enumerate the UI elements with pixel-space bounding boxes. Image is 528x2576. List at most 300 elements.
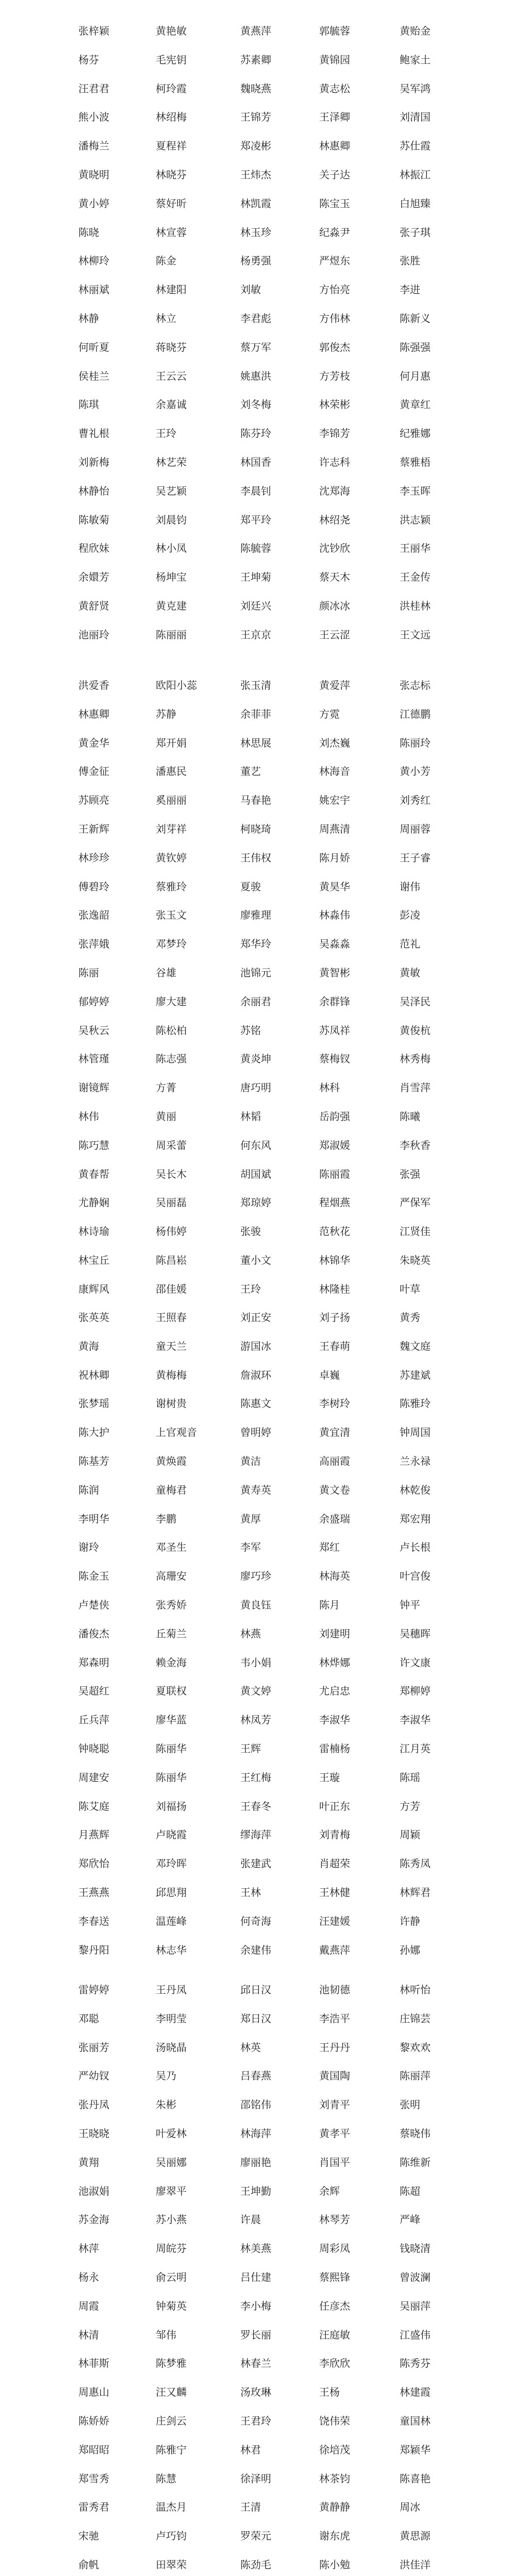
name-row xyxy=(0,250,528,271)
name-row xyxy=(0,2468,528,2489)
name-row xyxy=(0,2094,528,2115)
name-cell: 林春兰 xyxy=(240,2357,271,2369)
name-row xyxy=(0,624,528,645)
name-cell: 周霞 xyxy=(78,2300,99,2312)
name-cell: 洪佳洋 xyxy=(400,2558,431,2571)
name-cell: 王云涩 xyxy=(319,629,350,641)
name-cell: 黄俊杭 xyxy=(400,1024,431,1037)
name-row xyxy=(0,2123,528,2144)
name-cell: 朱晓英 xyxy=(400,1254,431,1266)
name-cell: 黄艳敏 xyxy=(156,25,187,37)
name-cell: 蔡雅梧 xyxy=(400,456,431,468)
name-cell: 陈新义 xyxy=(400,312,431,325)
name-cell: 任彦杰 xyxy=(319,2300,350,2312)
name-cell: 林听怡 xyxy=(400,1984,431,1996)
name-cell: 江盛伟 xyxy=(400,2329,431,2341)
name-cell: 林柳玲 xyxy=(78,255,109,267)
name-cell: 何月惠 xyxy=(400,370,431,382)
name-cell: 陈超 xyxy=(400,2185,420,2197)
name-row xyxy=(0,1738,528,1759)
name-cell: 吕春燕 xyxy=(240,2070,271,2082)
name-cell: 郑平玲 xyxy=(240,514,271,526)
name-cell: 姚惠洪 xyxy=(240,370,271,382)
name-cell: 方伟林 xyxy=(319,312,350,325)
name-cell: 罗长丽 xyxy=(240,2329,271,2341)
name-cell: 谢东虎 xyxy=(319,2530,350,2542)
name-cell: 林建霞 xyxy=(400,2386,431,2398)
name-cell: 卢楚侠 xyxy=(78,1599,109,1611)
name-cell: 高珊安 xyxy=(156,1570,187,1582)
name-cell: 刘杰巍 xyxy=(319,737,350,749)
name-cell: 李锦芳 xyxy=(319,427,350,439)
name-cell: 余盛瑞 xyxy=(319,1513,350,1525)
name-cell: 廖巧珍 xyxy=(240,1570,271,1582)
name-cell: 王新辉 xyxy=(78,823,109,835)
name-cell: 黎欢欢 xyxy=(400,2041,431,2054)
name-cell: 童天兰 xyxy=(156,1340,187,1352)
name-cell: 刘冬梅 xyxy=(240,398,271,411)
name-cell: 何奇海 xyxy=(240,1915,271,1927)
name-cell: 陈琪 xyxy=(78,398,99,411)
name-cell: 林宣蓉 xyxy=(156,226,187,239)
name-cell: 郑琼婷 xyxy=(240,1196,271,1209)
name-cell: 黄爱萍 xyxy=(319,679,350,691)
name-cell: 李浩平 xyxy=(319,2012,350,2025)
name-cell: 邱日汉 xyxy=(240,1984,271,1996)
name-cell: 刘廷兴 xyxy=(240,600,271,612)
name-row xyxy=(0,510,528,530)
name-cell: 林美燕 xyxy=(240,2242,271,2255)
name-cell: 温莲峰 xyxy=(156,1915,187,1927)
name-cell: 江德鹏 xyxy=(400,708,431,720)
name-cell: 汤玫琳 xyxy=(240,2386,271,2398)
name-cell: 陈丽玲 xyxy=(400,737,431,749)
name-cell: 徐培茂 xyxy=(319,2444,350,2456)
name-cell: 林烨娜 xyxy=(319,1656,350,1669)
name-cell: 林淼伟 xyxy=(319,909,350,921)
name-cell: 刘新梅 xyxy=(78,456,109,468)
name-cell: 陈小勉 xyxy=(319,2558,350,2571)
name-cell: 许文康 xyxy=(400,1656,431,1669)
name-cell: 林隆桂 xyxy=(319,1283,350,1295)
name-cell: 王杨 xyxy=(319,2386,340,2398)
name-cell: 罗荣元 xyxy=(240,2530,271,2542)
name-cell: 林萍 xyxy=(78,2242,99,2255)
name-cell: 郑柳婷 xyxy=(400,1685,431,1697)
name-cell: 邓玲晖 xyxy=(156,1857,187,1870)
name-row xyxy=(0,423,528,444)
name-cell: 黄小芳 xyxy=(400,765,431,777)
name-cell: 邵铭伟 xyxy=(240,2098,271,2111)
name-cell: 雷楠杨 xyxy=(319,1742,350,1755)
name-cell: 陈晓 xyxy=(78,226,99,239)
name-cell: 黄文婷 xyxy=(240,1685,271,1697)
name-cell: 王文远 xyxy=(400,629,431,641)
name-row xyxy=(0,1882,528,1903)
name-cell: 苏小燕 xyxy=(156,2213,187,2226)
name-cell: 林菲斯 xyxy=(78,2357,109,2369)
name-cell: 李淑华 xyxy=(319,1714,350,1726)
name-cell: 沈郑海 xyxy=(319,485,350,497)
name-cell: 苏建斌 xyxy=(400,1369,431,1381)
name-cell: 童梅君 xyxy=(156,1484,187,1496)
name-cell: 关子达 xyxy=(319,168,350,181)
name-cell: 严保军 xyxy=(400,1196,431,1209)
name-row xyxy=(0,366,528,386)
name-cell: 苏顾亮 xyxy=(78,794,109,806)
name-cell: 林君 xyxy=(240,2444,261,2456)
name-cell: 钟菊英 xyxy=(156,2300,187,2312)
name-cell: 黄晓明 xyxy=(78,168,109,181)
name-cell: 谷雄 xyxy=(156,967,176,979)
name-cell: 陈喜艳 xyxy=(400,2472,431,2485)
name-cell: 林振江 xyxy=(400,168,431,181)
name-cell: 杨勇强 xyxy=(240,255,271,267)
name-cell: 郑宏翔 xyxy=(400,1513,431,1525)
name-cell: 林绍尧 xyxy=(319,514,350,526)
name-cell: 黄春帮 xyxy=(78,1168,109,1180)
name-cell: 潘俊杰 xyxy=(78,1628,109,1640)
name-cell: 程欣妹 xyxy=(78,542,109,554)
name-cell: 姚宏宇 xyxy=(319,794,350,806)
name-cell: 叶草 xyxy=(400,1283,420,1295)
name-cell: 洪爱香 xyxy=(78,679,109,691)
name-cell: 陈瑶 xyxy=(400,1771,420,1784)
name-cell: 月燕辉 xyxy=(78,1828,109,1841)
name-cell: 余辉 xyxy=(319,2185,340,2197)
name-cell: 陈金玉 xyxy=(78,1570,109,1582)
name-cell: 余嬛芳 xyxy=(78,571,109,583)
name-row xyxy=(0,733,528,753)
name-cell: 张英英 xyxy=(78,1311,109,1324)
name-cell: 黄克建 xyxy=(156,600,187,612)
name-cell: 郁婷婷 xyxy=(78,995,109,1008)
name-cell: 苏仕霞 xyxy=(400,140,431,152)
name-cell: 周惠山 xyxy=(78,2386,109,2398)
name-row xyxy=(0,1451,528,1471)
name-cell: 洪桂林 xyxy=(400,600,431,612)
name-row xyxy=(0,1979,528,2000)
name-cell: 郭毓蓉 xyxy=(319,25,350,37)
name-cell: 方怡亮 xyxy=(319,283,350,296)
name-cell: 黄国陶 xyxy=(319,2070,350,2082)
name-cell: 吴乃 xyxy=(156,2070,176,2082)
name-cell: 王金传 xyxy=(400,571,431,583)
name-cell: 林茶钧 xyxy=(319,2472,350,2485)
name-cell: 李秋香 xyxy=(400,1139,431,1151)
name-cell: 黄锦园 xyxy=(319,54,350,66)
name-cell: 王子睿 xyxy=(400,852,431,864)
name-cell: 李淑华 xyxy=(400,1714,431,1726)
name-row xyxy=(0,790,528,810)
name-cell: 张胜 xyxy=(400,255,420,267)
name-cell: 韦小娟 xyxy=(240,1656,271,1669)
name-cell: 苏静 xyxy=(156,708,176,720)
name-cell: 陈润 xyxy=(78,1484,99,1496)
name-row xyxy=(0,1911,528,1931)
name-cell: 郭俊杰 xyxy=(319,341,350,353)
name-cell: 陈丽霞 xyxy=(319,1168,350,1180)
name-cell: 黄思源 xyxy=(400,2530,431,2542)
name-cell: 张丽芳 xyxy=(78,2041,109,2054)
name-cell: 吴丽萍 xyxy=(400,2300,431,2312)
name-row xyxy=(0,164,528,185)
name-cell: 方芳 xyxy=(400,1800,420,1812)
name-cell: 池锦元 xyxy=(240,967,271,979)
name-cell: 肖超荣 xyxy=(319,1857,350,1870)
name-cell: 田翠荣 xyxy=(156,2558,187,2571)
name-cell: 白旭臻 xyxy=(400,197,431,210)
name-cell: 杨坤宝 xyxy=(156,571,187,583)
name-cell: 尤静娴 xyxy=(78,1196,109,1209)
name-row xyxy=(0,1681,528,1701)
name-row xyxy=(0,1221,528,1242)
name-row xyxy=(0,962,528,983)
name-cell: 曾波澜 xyxy=(400,2271,431,2283)
name-cell: 刘秀红 xyxy=(400,794,431,806)
name-cell: 苏凤祥 xyxy=(319,1024,350,1037)
name-cell: 蔡梅钗 xyxy=(319,1053,350,1065)
name-cell: 郑开娟 xyxy=(156,737,187,749)
name-cell: 宋驰 xyxy=(78,2530,99,2542)
name-cell: 李小梅 xyxy=(240,2300,271,2312)
name-cell: 邹伟 xyxy=(156,2329,176,2341)
name-cell: 刘青梅 xyxy=(319,1828,350,1841)
name-row xyxy=(0,1480,528,1500)
name-cell: 王泽卿 xyxy=(319,111,350,123)
name-cell: 叶宫俊 xyxy=(400,1570,431,1582)
name-cell: 刘芽祥 xyxy=(156,823,187,835)
name-cell: 林静 xyxy=(78,312,99,325)
name-cell: 严峰 xyxy=(400,2213,420,2226)
name-cell: 江贤佳 xyxy=(400,1225,431,1238)
name-cell: 汪庭敏 xyxy=(319,2329,350,2341)
name-cell: 黄钦婷 xyxy=(156,852,187,864)
name-cell: 祝林卿 xyxy=(78,1369,109,1381)
name-cell: 吴军鸿 xyxy=(400,82,431,95)
name-cell: 雷秀君 xyxy=(78,2501,109,2513)
name-cell: 黄梅梅 xyxy=(156,1369,187,1381)
name-cell: 董艺 xyxy=(240,765,261,777)
name-cell: 余建伟 xyxy=(240,1944,271,1956)
name-cell: 卓巍 xyxy=(319,1369,340,1381)
name-row xyxy=(0,1250,528,1270)
name-cell: 张丹凤 xyxy=(78,2098,109,2111)
name-cell: 吴丽磊 xyxy=(156,1196,187,1209)
name-cell: 潘惠民 xyxy=(156,765,187,777)
name-cell: 蒋晓芬 xyxy=(156,341,187,353)
name-row xyxy=(0,308,528,329)
name-cell: 邓聪 xyxy=(78,2012,99,2025)
name-row xyxy=(0,1336,528,1357)
name-cell: 俞云明 xyxy=(156,2271,187,2283)
name-cell: 纪雅娜 xyxy=(400,427,431,439)
name-cell: 蔡雅玲 xyxy=(156,880,187,893)
name-cell: 林晓芬 xyxy=(156,168,187,181)
name-cell: 许静 xyxy=(400,1915,420,1927)
name-cell: 林燕 xyxy=(240,1628,261,1640)
name-cell: 陈金 xyxy=(156,255,176,267)
name-cell: 董小文 xyxy=(240,1254,271,1266)
name-cell: 戴燕萍 xyxy=(319,1944,350,1956)
name-cell: 张玉文 xyxy=(156,909,187,921)
name-cell: 缪海萍 xyxy=(240,1828,271,1841)
name-cell: 邵佳媛 xyxy=(156,1283,187,1295)
name-cell: 上官观音 xyxy=(156,1426,197,1438)
name-row xyxy=(0,934,528,954)
name-cell: 王炜杰 xyxy=(240,168,271,181)
name-cell: 李欣欣 xyxy=(319,2357,350,2369)
name-row xyxy=(0,1048,528,1069)
name-cell: 张秀娇 xyxy=(156,1599,187,1611)
name-cell: 周建安 xyxy=(78,1771,109,1784)
name-cell: 方菁 xyxy=(156,1081,176,1094)
name-cell: 熊小波 xyxy=(78,111,109,123)
name-cell: 陈曦 xyxy=(400,1110,420,1123)
name-cell: 池丽玲 xyxy=(78,629,109,641)
name-cell: 黄焕霞 xyxy=(156,1455,187,1467)
name-cell: 林志华 xyxy=(156,1944,187,1956)
name-cell: 陈娇娇 xyxy=(78,2415,109,2427)
name-row xyxy=(0,279,528,300)
name-cell: 肖国平 xyxy=(319,2156,350,2168)
name-cell: 胡国斌 xyxy=(240,1168,271,1180)
name-cell: 范秋花 xyxy=(319,1225,350,1238)
name-cell: 张玉清 xyxy=(240,679,271,691)
name-cell: 徐泽明 xyxy=(240,2472,271,2485)
name-cell: 林辉君 xyxy=(400,1886,431,1899)
name-cell: 郑日汉 xyxy=(240,2012,271,2025)
name-row xyxy=(0,337,528,358)
name-cell: 江月英 xyxy=(400,1742,431,1755)
name-row xyxy=(0,452,528,472)
name-cell: 林清 xyxy=(78,2329,99,2341)
name-row xyxy=(0,1595,528,1615)
name-cell: 黄智彬 xyxy=(319,967,350,979)
name-row xyxy=(0,1652,528,1673)
name-cell: 曹礼根 xyxy=(78,427,109,439)
name-cell: 庄剑云 xyxy=(156,2415,187,2427)
name-row xyxy=(0,1135,528,1156)
name-cell: 唐巧明 xyxy=(240,1081,271,1094)
name-cell: 张梦瑶 xyxy=(78,1397,109,1410)
name-cell: 林诗瑜 xyxy=(78,1225,109,1238)
name-cell: 黎丹阳 xyxy=(78,1944,109,1956)
name-cell: 林宝丘 xyxy=(78,1254,109,1266)
name-cell: 王林 xyxy=(240,1886,261,1899)
name-cell: 高丽霞 xyxy=(319,1455,350,1467)
name-cell: 郑颖华 xyxy=(400,2444,431,2456)
name-cell: 王照春 xyxy=(156,1311,187,1324)
name-cell: 林惠卿 xyxy=(319,140,350,152)
name-cell: 汪君君 xyxy=(78,82,109,95)
name-cell: 陈维新 xyxy=(400,2156,431,2168)
name-cell: 汤晓晶 xyxy=(156,2041,187,2054)
name-cell: 康辉风 xyxy=(78,1283,109,1295)
name-cell: 蔡晓伟 xyxy=(400,2127,431,2140)
name-cell: 张骏 xyxy=(240,1225,261,1238)
name-block-1 xyxy=(0,21,528,674)
name-cell: 林艺荣 xyxy=(156,456,187,468)
name-cell: 彭凌 xyxy=(400,909,420,921)
name-cell: 陈敏菊 xyxy=(78,514,109,526)
name-cell: 郑雪秀 xyxy=(78,2472,109,2485)
name-cell: 曾明婷 xyxy=(240,1426,271,1438)
name-cell: 李玉晖 xyxy=(400,485,431,497)
name-cell: 陈丽华 xyxy=(156,1771,187,1784)
name-cell: 林英 xyxy=(240,2041,261,2054)
name-cell: 黄章红 xyxy=(400,398,431,411)
name-cell: 谢树贵 xyxy=(156,1397,187,1410)
name-row xyxy=(0,761,528,782)
name-cell: 邓梦玲 xyxy=(156,938,187,950)
name-cell: 王坤菊 xyxy=(240,571,271,583)
name-cell: 傅金征 xyxy=(78,765,109,777)
name-cell: 卢巧钧 xyxy=(156,2530,187,2542)
name-cell: 池韧德 xyxy=(319,1984,350,1996)
name-cell: 黄昊华 xyxy=(319,880,350,893)
name-cell: 林科 xyxy=(319,1081,340,1094)
name-row xyxy=(0,135,528,156)
name-cell: 李军 xyxy=(240,1541,261,1553)
name-cell: 王玲 xyxy=(156,427,176,439)
name-row xyxy=(0,567,528,587)
name-cell: 叶正东 xyxy=(319,1800,350,1812)
name-cell: 黄文卷 xyxy=(319,1484,350,1496)
name-cell: 苏金海 xyxy=(78,2213,109,2226)
name-row xyxy=(0,2439,528,2460)
name-row xyxy=(0,1537,528,1557)
name-cell: 黄良钰 xyxy=(240,1599,271,1611)
name-cell: 游国冰 xyxy=(240,1340,271,1352)
name-cell: 毛宪钥 xyxy=(156,54,187,66)
name-cell: 林静怡 xyxy=(78,485,109,497)
name-cell: 兰永禄 xyxy=(400,1455,431,1467)
name-cell: 黄舒贤 xyxy=(78,600,109,612)
name-cell: 林建阳 xyxy=(156,283,187,296)
name-cell: 陈丽 xyxy=(78,967,99,979)
name-row xyxy=(0,2325,528,2345)
name-row xyxy=(0,2181,528,2201)
name-cell: 王京京 xyxy=(240,629,271,641)
name-cell: 林韬 xyxy=(240,1110,261,1123)
name-cell: 陈艾庭 xyxy=(78,1800,109,1812)
name-row xyxy=(0,2238,528,2259)
name-row xyxy=(0,991,528,1012)
name-cell: 余群锋 xyxy=(319,995,350,1008)
name-cell: 黄金华 xyxy=(78,737,109,749)
name-cell: 陈秀芬 xyxy=(400,2357,431,2369)
name-cell: 李树玲 xyxy=(319,1397,350,1410)
name-cell: 郑红 xyxy=(319,1541,340,1553)
name-cell: 王春冬 xyxy=(240,1800,271,1812)
name-row xyxy=(0,2526,528,2546)
name-cell: 黄丽 xyxy=(156,1110,176,1123)
name-cell: 王玲 xyxy=(240,1283,261,1295)
name-cell: 钟周国 xyxy=(400,1426,431,1438)
name-cell: 陈基芳 xyxy=(78,1455,109,1467)
name-cell: 魏文庭 xyxy=(400,1340,431,1352)
name-cell: 林海萍 xyxy=(240,2127,271,2140)
name-cell: 郑华玲 xyxy=(240,938,271,950)
name-cell: 叶爱林 xyxy=(156,2127,187,2140)
name-cell: 雷婷婷 xyxy=(78,1984,109,1996)
name-cell: 陈大护 xyxy=(78,1426,109,1438)
name-cell: 陈昌崧 xyxy=(156,1254,187,1266)
name-cell: 李鹏 xyxy=(156,1513,176,1525)
name-row xyxy=(0,1940,528,1960)
name-cell: 柯晓琦 xyxy=(240,823,271,835)
